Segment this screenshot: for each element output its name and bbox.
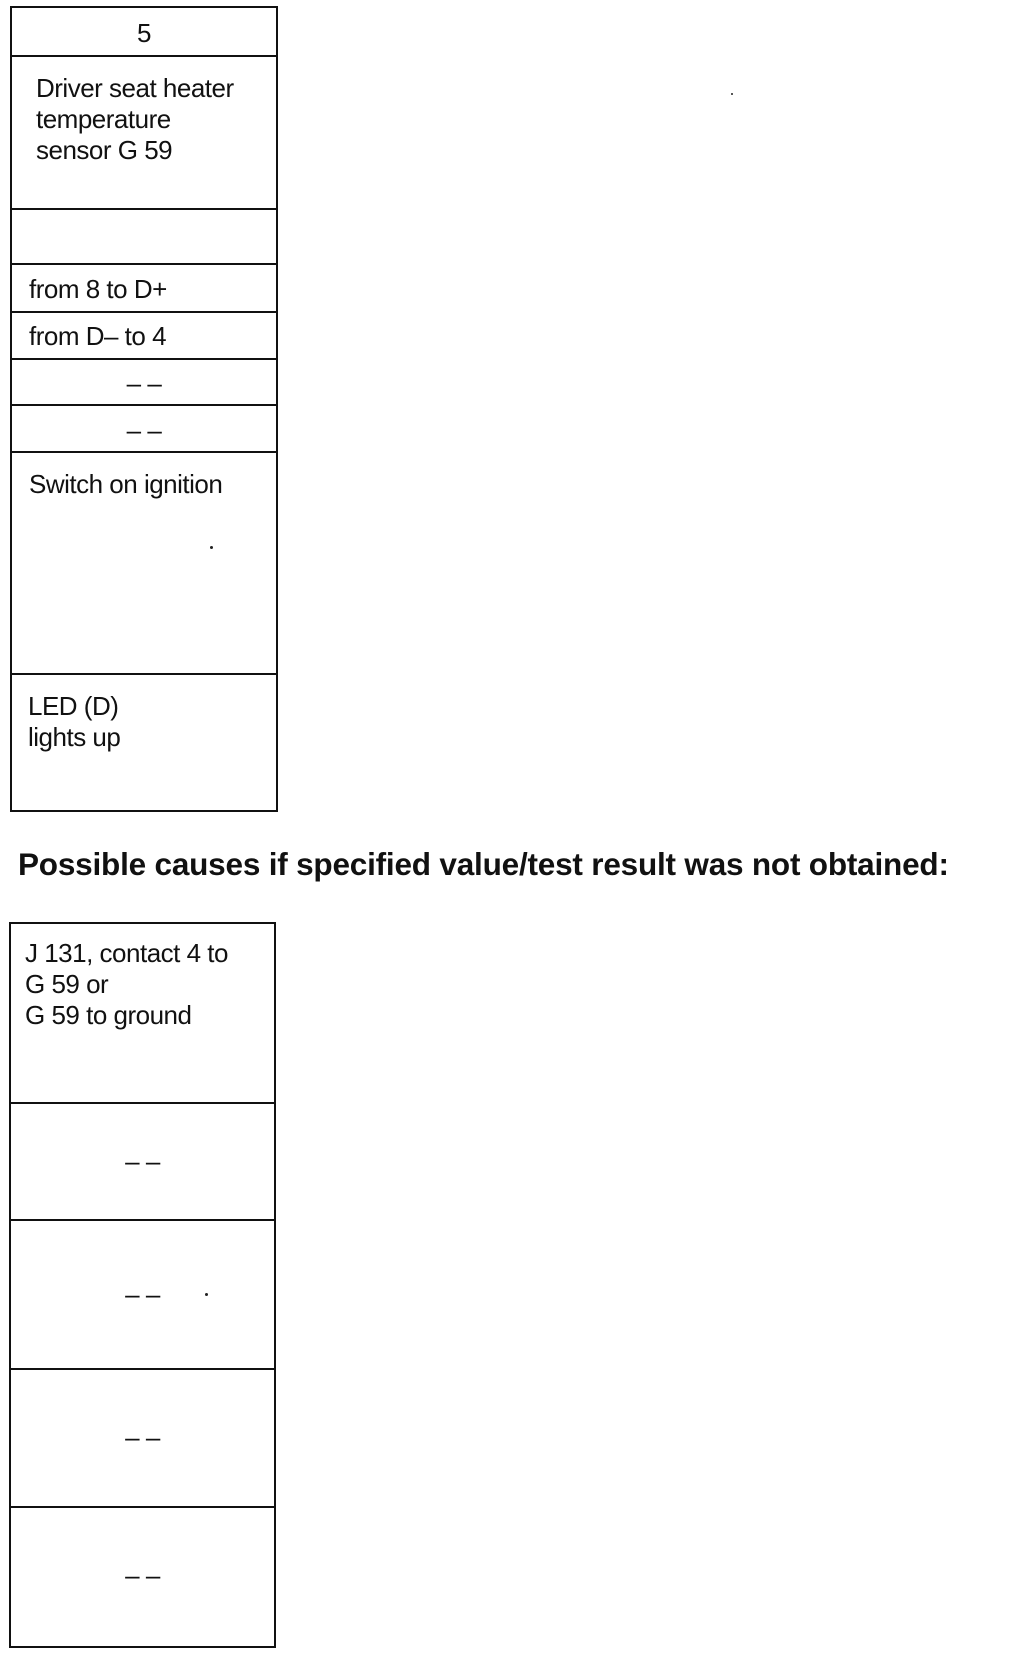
test-step-table: [10, 6, 278, 812]
dash-value-1: – –: [126, 368, 162, 398]
cause-text-4: – –: [125, 1422, 160, 1452]
cause-text-5: – –: [125, 1560, 160, 1590]
connection-b: from D– to 4: [29, 321, 167, 351]
blank-cell: [12, 210, 276, 265]
step-number: 5: [137, 18, 151, 48]
cause-cell-2: [11, 1104, 274, 1221]
scan-speck: [205, 1293, 208, 1296]
cause-cell-5: [11, 1508, 274, 1646]
cause-text-3: – –: [125, 1279, 160, 1309]
connection-cell-a: [12, 265, 276, 313]
result-cell: [12, 675, 276, 810]
dash-cell-1: [12, 360, 276, 406]
dash-cell-2: [12, 406, 276, 453]
cause-cell-3: [11, 1221, 274, 1370]
specified-result: LED (D) lights up: [28, 691, 121, 752]
component-name: Driver seat heater temperature sensor G 59: [36, 73, 234, 165]
connection-a: from 8 to D+: [29, 274, 167, 304]
causes-table: [9, 922, 276, 1648]
component-cell: [12, 57, 276, 210]
dash-value-2: – –: [126, 415, 162, 445]
test-condition: Switch on ignition: [29, 469, 223, 499]
condition-cell: [12, 453, 276, 675]
scan-speck: [210, 546, 213, 549]
scan-speck: [731, 93, 733, 95]
causes-heading: Possible causes if specified value/test result was not obtained:: [18, 846, 949, 882]
cause-text-2: – –: [125, 1146, 160, 1176]
cause-cell-4: [11, 1370, 274, 1508]
step-number-cell: [12, 8, 276, 57]
connection-cell-b: [12, 313, 276, 360]
cause-text-1: J 131, contact 4 to G 59 or G 59 to ground: [25, 938, 228, 1030]
cause-cell-1: [11, 924, 274, 1104]
